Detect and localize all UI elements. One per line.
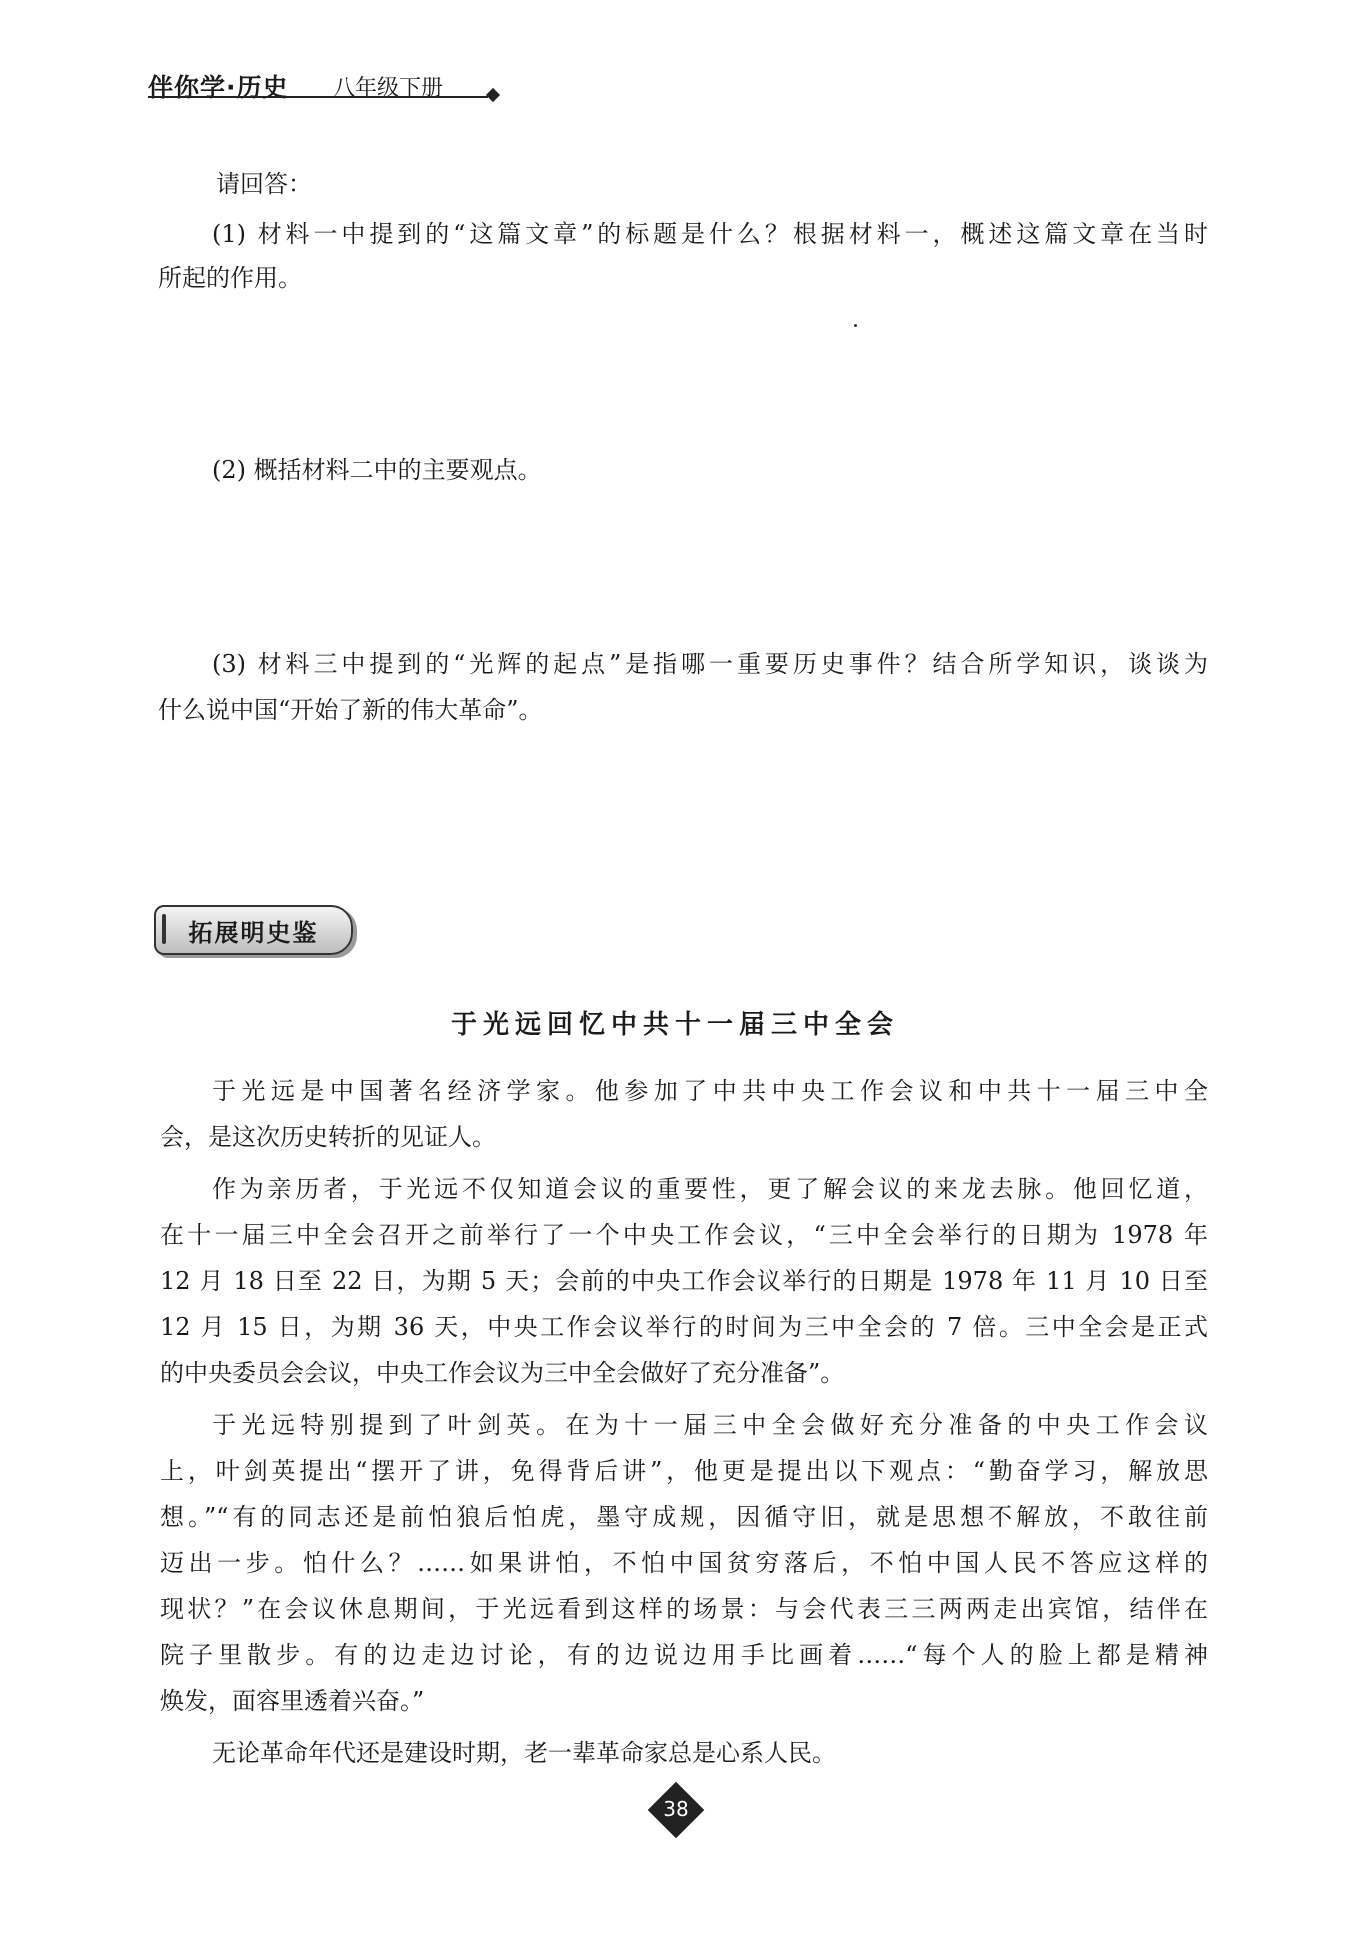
article-line: 上，叶剑英提出“摆开了讲，免得背后讲”，他更是提出以下观点：“勤奋学习，解放思 [160,1457,1208,1485]
page-number: 38 [663,1797,689,1821]
header-grade: 八年级下册 [333,76,444,101]
article-line: 院子里散步。有的边走边讨论，有的边说边用手比画着……“每个人的脸上都是精神 [160,1641,1208,1669]
article-line: 迈出一步。怕什么？……如果讲怕，不怕中国贫穷落后，不怕中国人民不答应这样的 [160,1549,1208,1577]
article-line: 无论革命年代还是建设时期，老一辈革命家总是心系人民。 [212,1739,836,1767]
stray-dot [854,324,857,327]
article-line: 于光远特别提到了叶剑英。在为十一届三中全会做好充分准备的中央工作会议 [212,1411,1208,1439]
question-2: (2) 概括材料二中的主要观点。 [212,456,542,484]
article-line: 12 月 18 日至 22 日，为期 5 天；会前的中央工作会议举行的日期是 1978 年 11 月 10 日至 [160,1267,1208,1295]
article-line: 现状？”在会议休息期间，于光远看到这样的场景：与会代表三三两两走出宾馆，结伴在 [160,1595,1208,1623]
question-prompt: 请回答： [216,170,312,198]
question-3-line-1: (3) 材料三中提到的“光辉的起点”是指哪一重要历史事件？结合所学知识，谈谈为 [212,650,1208,678]
header-diamond-icon [486,88,500,102]
article-line: 会，是这次历史转折的见证人。 [160,1123,496,1151]
article-line: 的中央委员会会议，中央工作会议为三中全会做好了充分准备”。 [160,1359,845,1387]
article-line: 12 月 15 日，为期 36 天，中央工作会议举行的时间为三中全会的 7 倍。三中全会是正式 [160,1313,1208,1341]
section-badge [154,905,353,955]
article-line: 于光远是中国著名经济学家。他参加了中共中央工作会议和中共十一届三中全 [212,1077,1208,1105]
article-title: 于光远回忆中共十一届三中全会 [450,1010,899,1040]
article-line: 焕发，面容里透着兴奋。” [160,1687,425,1715]
section-badge-label: 拓展明史鉴 [188,919,319,947]
article-line: 想。”“有的同志还是前怕狼后怕虎，墨守成规，因循守旧，就是思想不解放，不敢往前 [160,1503,1208,1531]
header-rule [148,96,488,98]
question-1-line-1: (1) 材料一中提到的“这篇文章”的标题是什么？根据材料一，概述这篇文章在当时 [212,220,1208,248]
question-1-line-2: 所起的作用。 [158,264,302,292]
article-line: 作为亲历者，于光远不仅知道会议的重要性，更了解会议的来龙去脉。他回忆道， [212,1175,1208,1203]
header-book-title: 伴你学·历史 [148,73,289,102]
article-line: 在十一届三中全会召开之前举行了一个中央工作会议，“三中全会举行的日期为 1978 年 [160,1221,1208,1249]
question-3-line-2: 什么说中国“开始了新的伟大革命”。 [158,696,543,724]
